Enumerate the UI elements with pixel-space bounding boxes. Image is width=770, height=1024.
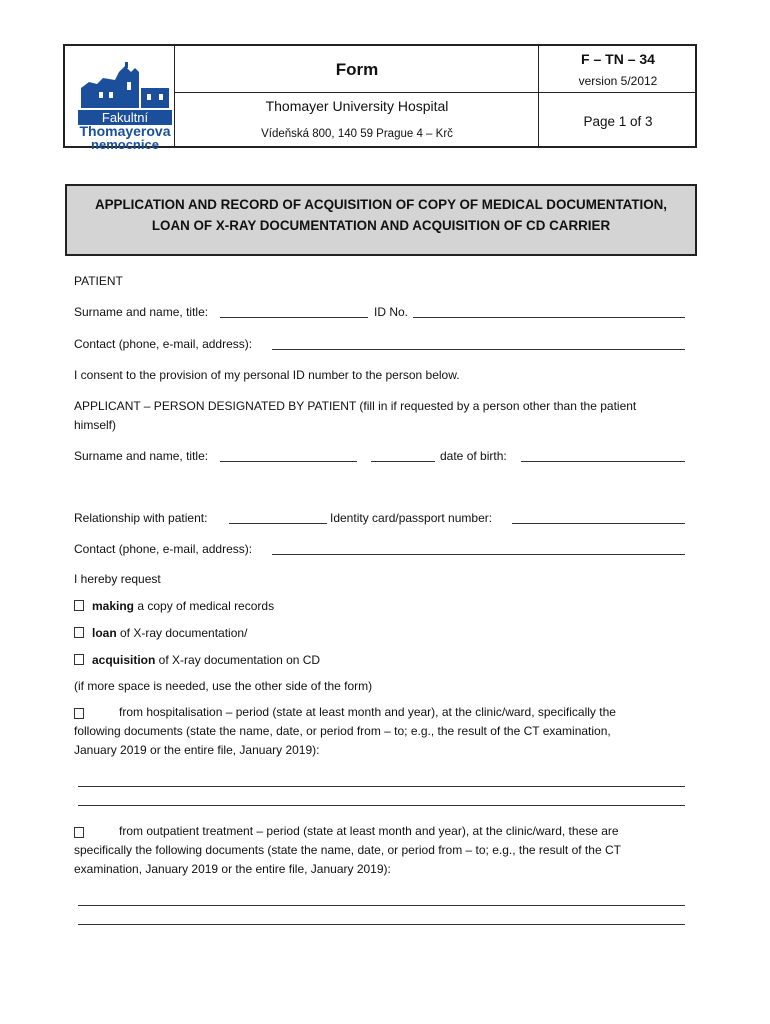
logo-line-2: Thomayerova xyxy=(79,123,171,139)
patient-heading: PATIENT xyxy=(74,274,123,288)
document-title xyxy=(65,184,697,256)
patient-contact-label: Contact (phone, e-mail, address): xyxy=(74,337,253,351)
outpatient-text-2: specifically the following documents (state the name, date, or period from – to; e.g., the result of the CT xyxy=(74,843,621,857)
option-loan-bold: loan xyxy=(92,626,117,640)
idcard-field[interactable] xyxy=(512,523,685,524)
outpatient-checkbox[interactable] xyxy=(74,827,84,838)
applicant-heading-cont: himself) xyxy=(74,418,117,432)
title-line-1: APPLICATION AND RECORD OF ACQUISITION OF COPY OF MEDICAL DOCUMENTATION, xyxy=(94,197,668,212)
applicant-heading: APPLICANT – PERSON DESIGNATED BY PATIENT (fill in if requested by a person other than the patient xyxy=(74,399,637,413)
hospital-address: Vídeňská 800, 140 59 Prague 4 – Krč xyxy=(261,128,453,140)
patient-consent: I consent to the provision of my personal ID number to the person below. xyxy=(74,368,460,382)
page-number: Page 1 of 3 xyxy=(583,114,653,129)
patient-name-label: Surname and name, title: xyxy=(74,305,209,319)
relationship-label: Relationship with patient: xyxy=(74,511,208,525)
option-making xyxy=(74,597,274,616)
logo-line-1: Fakultní xyxy=(78,110,172,125)
title-line-2: LOAN OF X-RAY DOCUMENTATION AND ACQUISITION OF CD CARRIER xyxy=(151,218,611,233)
hospitalisation-text-3: January 2019 or the entire file, January 2019): xyxy=(74,743,320,757)
applicant-contact-label: Contact (phone, e-mail, address): xyxy=(74,542,253,556)
form-version: version 5/2012 xyxy=(578,74,658,88)
patient-id-label: ID No. xyxy=(374,305,409,319)
option-loan-text: of X-ray documentation/ xyxy=(116,626,248,640)
form-header xyxy=(63,44,697,152)
option-loan xyxy=(74,624,247,643)
hospitalisation-field-1[interactable] xyxy=(78,786,685,787)
patient-name-field[interactable] xyxy=(220,317,368,318)
option-making-text: a copy of medical records xyxy=(134,599,275,613)
option-acquisition xyxy=(74,651,320,670)
hospitalisation-text-2: following documents (state the name, date, or period from – to; e.g., the result of the CT examination, xyxy=(74,724,611,738)
outpatient-text-1: from outpatient treatment – period (state at least month and year), at the clinic/ward, these are xyxy=(119,824,619,838)
form-code: F – TN – 34 xyxy=(581,51,655,67)
hospitalisation-field-2[interactable] xyxy=(78,805,685,806)
patient-contact-field[interactable] xyxy=(272,349,685,350)
applicant-contact-field[interactable] xyxy=(272,554,685,555)
logo-line-3: nemocnice xyxy=(91,137,159,152)
applicant-dob-field[interactable] xyxy=(521,461,685,462)
request-intro: I hereby request xyxy=(74,572,161,586)
loan-checkbox[interactable] xyxy=(74,627,84,638)
applicant-name-field-2[interactable] xyxy=(371,461,435,462)
making-checkbox[interactable] xyxy=(74,600,84,611)
acquisition-checkbox[interactable] xyxy=(74,654,84,665)
outpatient-field-2[interactable] xyxy=(78,924,685,925)
hospital-logo xyxy=(75,58,175,152)
outpatient-field-1[interactable] xyxy=(78,905,685,906)
patient-id-field[interactable] xyxy=(413,317,685,318)
hospital-building-icon xyxy=(75,58,175,110)
applicant-name-label: Surname and name, title: xyxy=(74,449,209,463)
option-acquisition-text: of X-ray documentation on CD xyxy=(155,653,321,667)
relationship-field[interactable] xyxy=(229,523,327,524)
applicant-name-field[interactable] xyxy=(220,461,357,462)
applicant-dob-label: date of birth: xyxy=(440,449,507,463)
hospitalisation-checkbox[interactable] xyxy=(74,708,84,719)
outpatient-text-3: examination, January 2019 or the entire file, January 2019): xyxy=(74,862,391,876)
form-title: Form xyxy=(335,60,379,79)
hospitalisation-text-1: from hospitalisation – period (state at least month and year), at the clinic/ward, specifically the xyxy=(119,705,616,719)
option-acquisition-bold: acquisition xyxy=(92,653,156,667)
option-making-bold: making xyxy=(92,599,135,613)
space-note: (if more space is needed, use the other side of the form) xyxy=(74,679,373,693)
hospital-name: Thomayer University Hospital xyxy=(265,98,449,114)
idcard-label: Identity card/passport number: xyxy=(330,511,493,525)
